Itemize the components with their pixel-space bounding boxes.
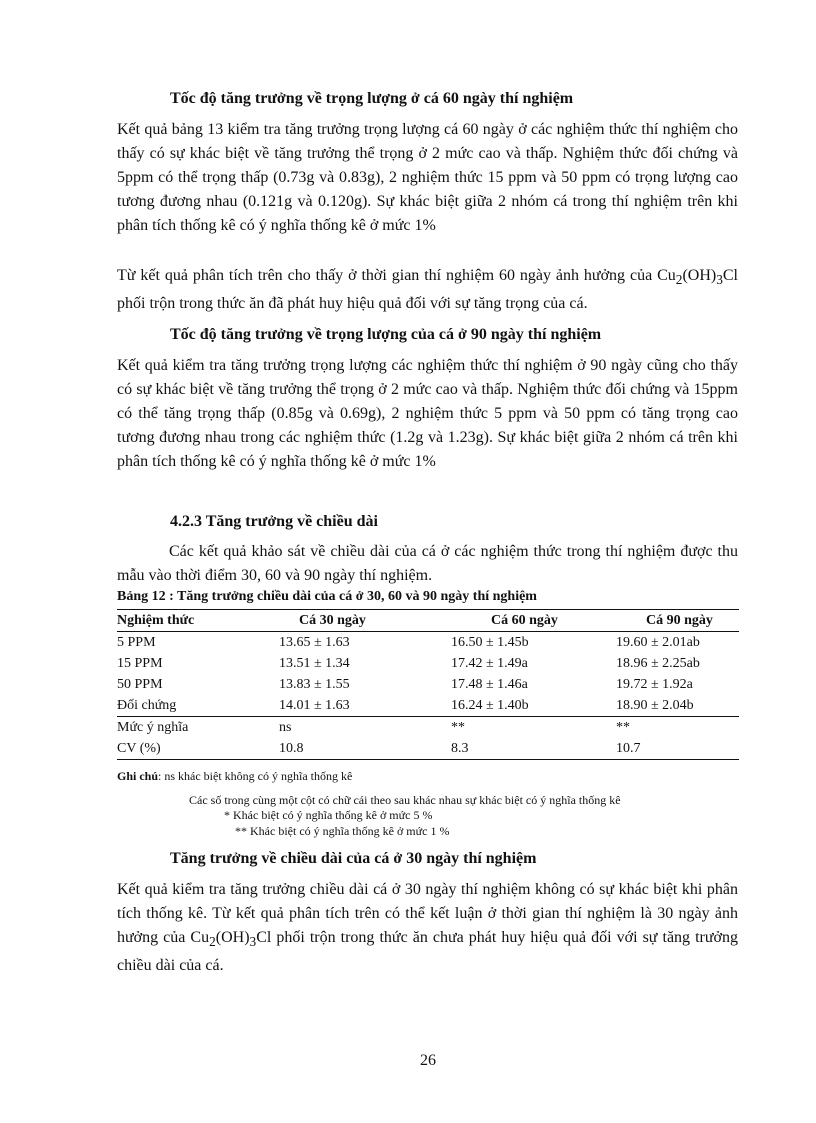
cell-30-day: 13.83 ± 1.55 (279, 677, 350, 692)
cell-90-day: 19.60 ± 2.01ab (616, 635, 700, 650)
heading-30-day-length: Tăng trưởng về chiều dài của cá ở 30 ngày thí nghiệm (170, 850, 537, 867)
cell-treatment: CV (%) (117, 741, 161, 756)
cell-60-day: ** (451, 720, 465, 735)
table-caption: Bảng 12 : Tăng trưởng chiều dài của cá ở 30, 60 và 90 ngày thí nghiệm (117, 589, 537, 604)
header-30-day: Cá 30 ngày (299, 613, 366, 628)
cell-treatment: 50 PPM (117, 677, 163, 692)
table-row (117, 653, 739, 674)
length-growth-table (117, 609, 739, 760)
heading-length-growth: 4.2.3 Tăng trưởng về chiều dài (170, 513, 378, 530)
cell-treatment: Mức ý nghĩa (117, 720, 189, 735)
note-line-3: * Khác biệt có ý nghĩa thống kê ở mức 5 % (224, 808, 433, 822)
cell-90-day: 18.96 ± 2.25ab (616, 656, 700, 671)
header-treatment: Nghiệm thức (117, 613, 195, 628)
cell-90-day: ** (616, 720, 630, 735)
table-row-significance (117, 717, 739, 739)
cell-60-day: 16.24 ± 1.40b (451, 698, 529, 713)
paragraph-90-day-results: Kết quả kiểm tra tăng trưởng trọng lượng các nghiệm thức thí nghiệm ở 90 ngày cũng cho thấy có sự khác biệt về tăng trưởng thể trọng ở 2 mức cao và thấp. Nghiệm thức đối chứng và 15ppm có thể tăng trọng thấp (0.85g và 0.69g), 2 nghiệm thức 5 ppm và 50 ppm có tăng trọng cao tương đương nhau trong các nghiệm thức (1.2g và 1.23g). Sự khác biệt giữa 2 nhóm cá trên khi phân tích thống kê có ý nghĩa thống kê ở mức 1% (117, 357, 738, 470)
cell-30-day: 13.65 ± 1.63 (279, 635, 350, 650)
table-row (117, 695, 739, 717)
note-line-2: Các số trong cùng một cột có chữ cái theo sau khác nhau sự khác biệt có ý nghĩa thống kê (189, 793, 621, 807)
table-row (117, 632, 739, 654)
note-line-4: ** Khác biệt có ý nghĩa thống kê ở mức 1 % (235, 824, 450, 838)
cell-treatment: Đối chứng (117, 698, 177, 713)
cell-treatment: 5 PPM (117, 635, 156, 650)
page-number: 26 (420, 1052, 436, 1069)
cell-60-day: 16.50 ± 1.45b (451, 635, 529, 650)
heading-90-day-weight: Tốc độ tăng trưởng về trọng lượng của cá ở 90 ngày thí nghiệm (170, 326, 602, 343)
cell-90-day: 10.7 (616, 741, 641, 756)
cell-30-day: 13.51 ± 1.34 (279, 656, 350, 671)
cell-30-day: 14.01 ± 1.63 (279, 698, 350, 713)
table-row-cv (117, 738, 739, 760)
header-60-day: Cá 60 ngày (491, 613, 558, 628)
cell-30-day: 10.8 (279, 741, 304, 756)
table-header-row (117, 610, 739, 632)
paragraph-60-day-results: Kết quả bảng 13 kiểm tra tăng trưởng trọng lượng cá 60 ngày ở các nghiệm thức thí nghiệm cho thấy có sự khác biệt về tăng trưởng thể trọng ở 2 mức cao và thấp. Nghiệm thức đối chứng và 5ppm có thể trọng thấp (0.73g và 0.83g), 2 nghiệm thức 15 ppm và 50 ppm có trọng lượng cao tương đương nhau (0.121g và 0.120g). Sự khác biệt giữa 2 nhóm cá trong thí nghiệm trên khi phân tích thống kê có ý nghĩa thống kê ở mức 1% (117, 121, 738, 234)
paragraph-30-day-length: Kết quả kiểm tra tăng trưởng chiều dài cá ở 30 ngày thí nghiệm không có sự khác biệt khi phân tích thống kê. Từ kết quả phân tích trên có thể kết luận ở thời gian thí nghiệm là 30 ngày ảnh hưởng của $Cu_2(OH)_3Cl$ phối trộn trong thức ăn chưa phát huy hiệu quả đối với sự tăng trưởng chiều dài của cá. (117, 881, 738, 975)
cell-60-day: 17.42 ± 1.49a (451, 656, 528, 671)
note-label: Ghi chú (117, 769, 159, 783)
note-line-1: Ghi chú: ns khác biệt không có ý nghĩa thống kê (117, 769, 353, 783)
cell-30-day: ns (279, 720, 292, 735)
cell-60-day: 17.48 ± 1.46a (451, 677, 528, 692)
cell-60-day: 8.3 (451, 741, 469, 756)
paragraph-length-intro: Các kết quả khảo sát về chiều dài của cá ở các nghiệm thức trong thí nghiệm được thu mẫu vào thời điểm 30, 60 và 90 ngày thí nghiệm. (117, 543, 738, 584)
paragraph-60-day-conclusion: Từ kết quả phân tích trên cho thấy ở thời gian thí nghiệm 60 ngày ảnh hưởng của $Cu_2(OH)_3Cl$ phối trộn trong thức ăn đã phát huy hiệu quả đối với sự tăng trọng của cá. (117, 267, 738, 313)
cell-treatment: 15 PPM (117, 656, 163, 671)
heading-60-day-weight: Tốc độ tăng trưởng về trọng lượng ở cá 60 ngày thí nghiệm (170, 90, 574, 107)
table-row (117, 674, 739, 695)
header-90-day: Cá 90 ngày (646, 613, 713, 628)
cell-90-day: 19.72 ± 1.92a (616, 677, 693, 692)
cell-90-day: 18.90 ± 2.04b (616, 698, 694, 713)
